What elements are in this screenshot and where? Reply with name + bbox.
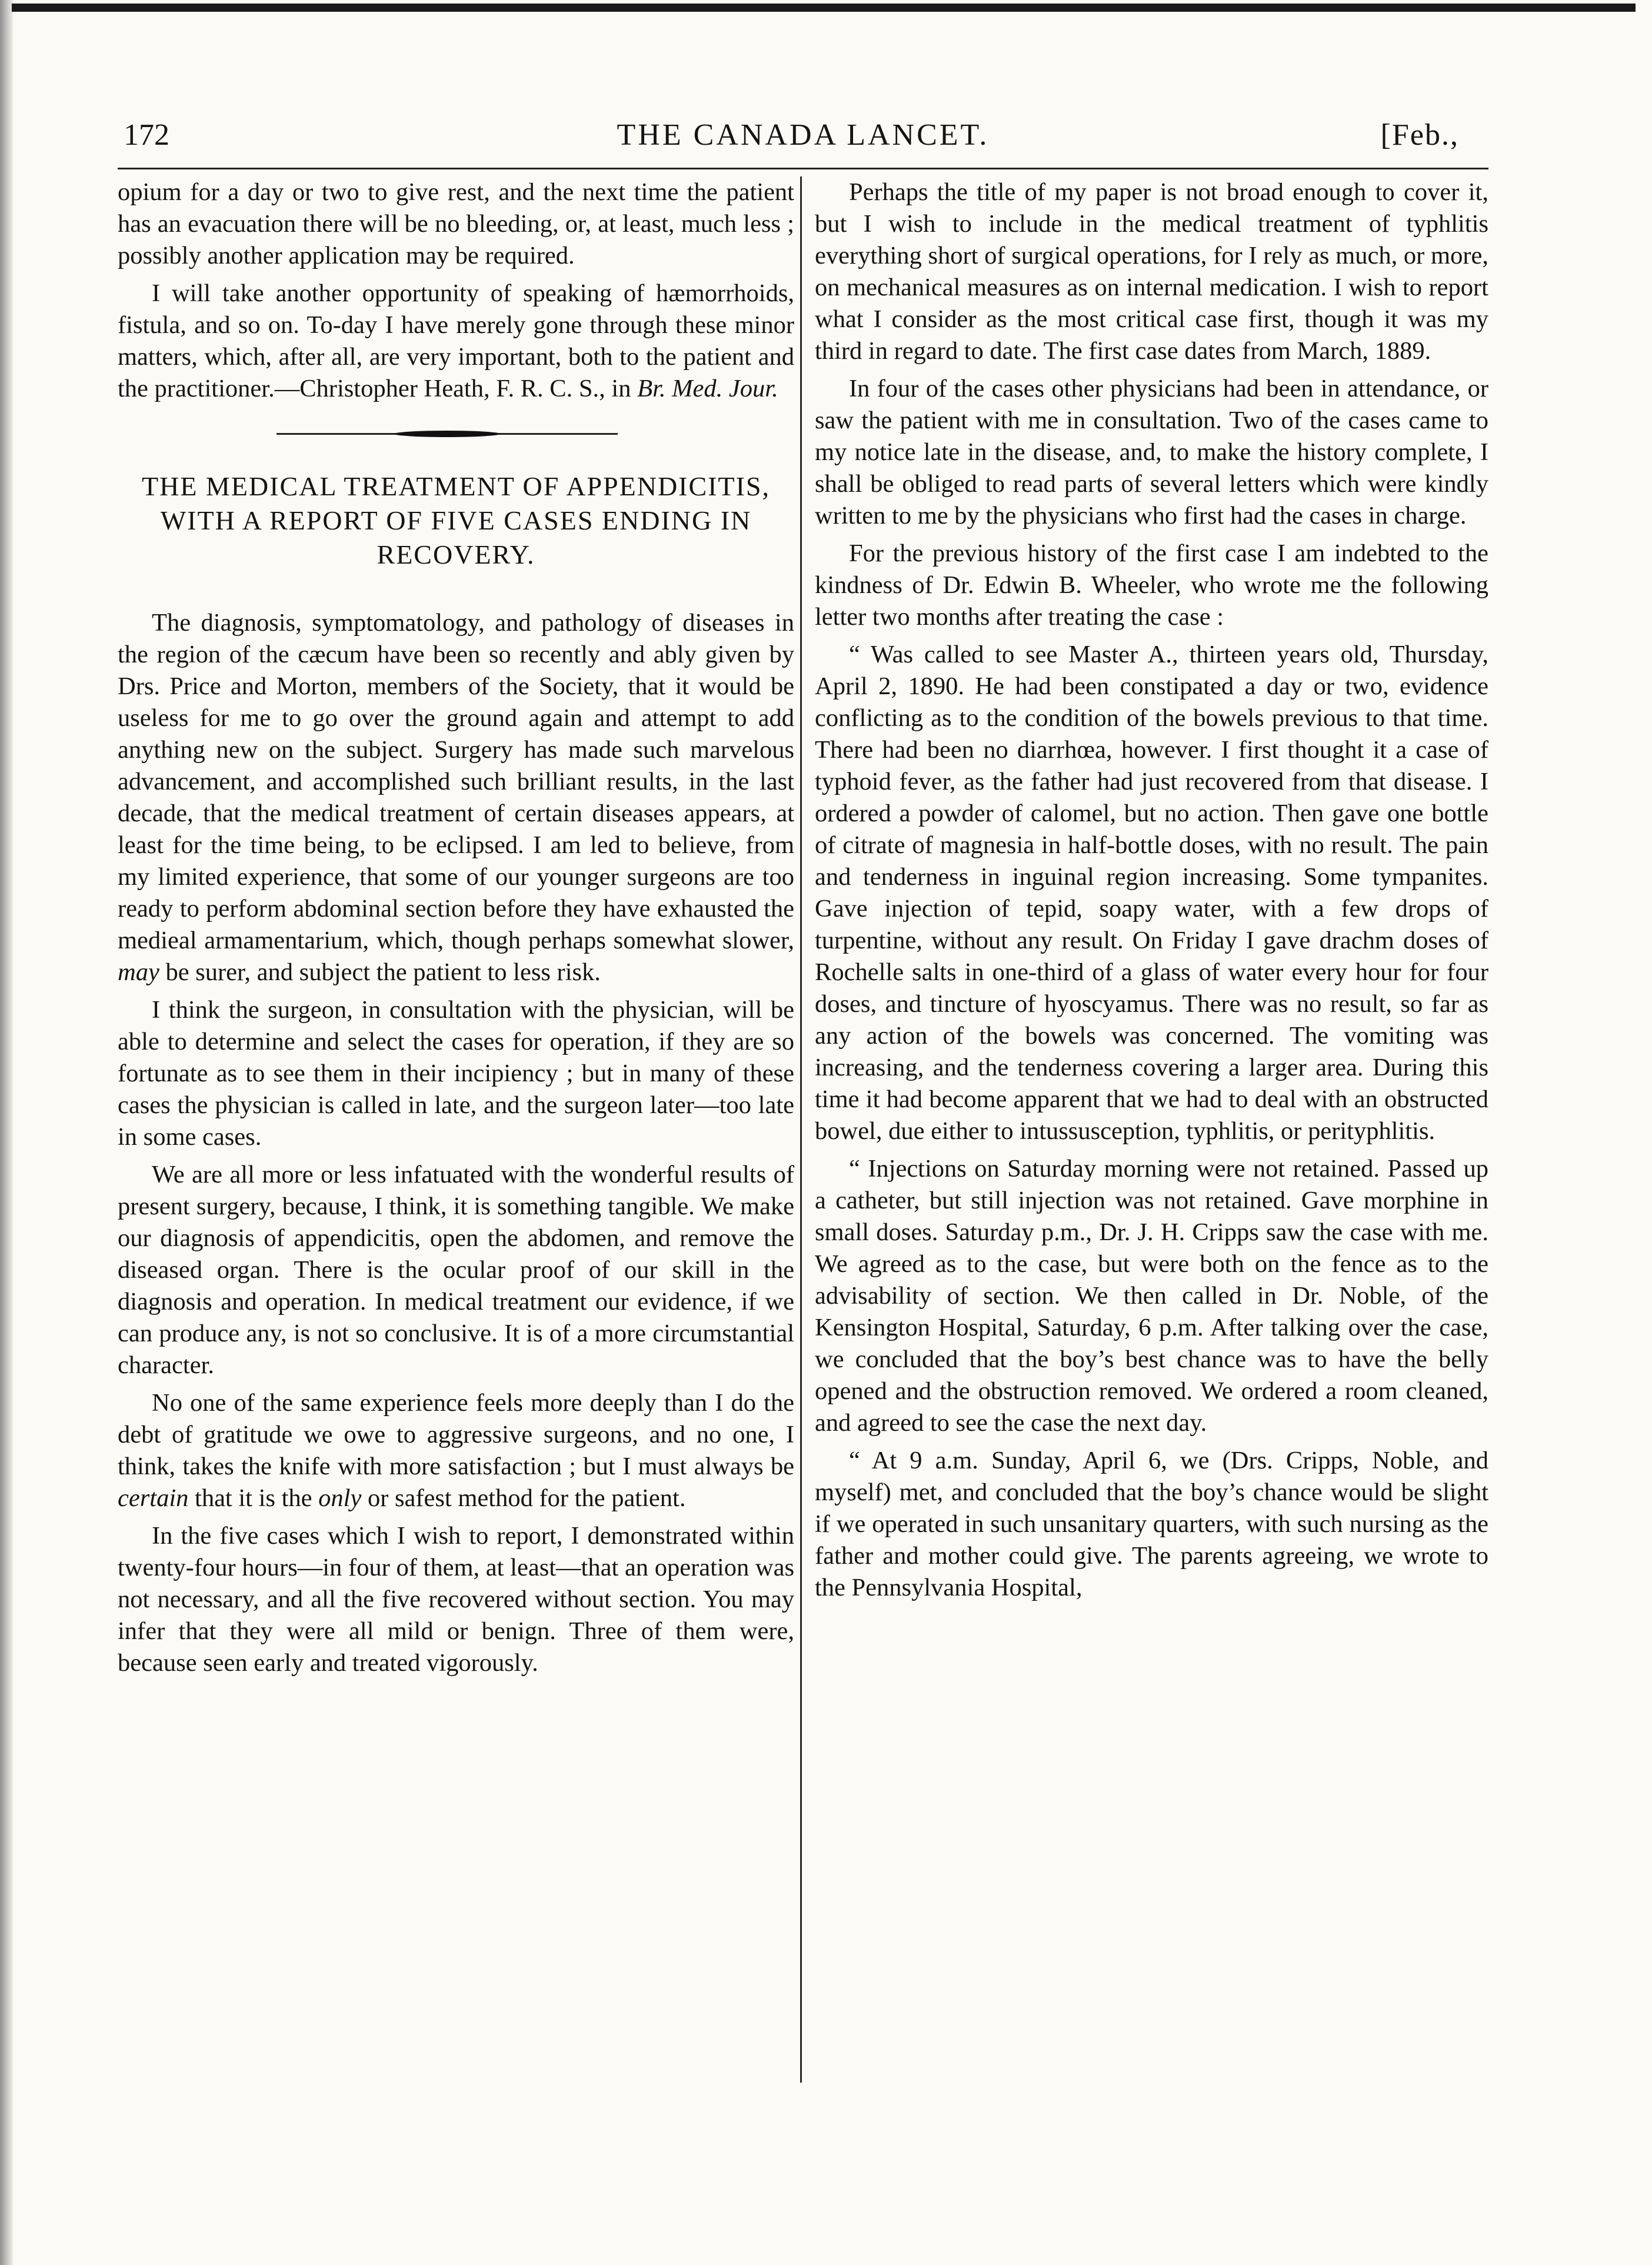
top-border-rule: [12, 4, 1636, 12]
journal-title: THE CANADA LANCET.: [617, 118, 990, 152]
paragraph: In four of the cases other physicians had been in attendance, or saw the patient with me in consultation. Two of the cases came to my notice late in the disease, and, to make the history complete, I shall be obliged to read parts of several letters which were kindly written to me by the physicians who first had the cases in charge.: [815, 375, 1488, 529]
page-number: 172: [124, 118, 169, 152]
issue-month: [Feb.,: [1380, 118, 1459, 152]
running-header: [118, 118, 1488, 159]
page-edge-shadow: [0, 0, 13, 2265]
divider-ornament: [394, 431, 500, 437]
paragraph: I think the surgeon, in consultation with the physician, will be able to determine and select the cases for operation, if they are so fortunate as to see them in their incipiency ; but in many of these cases the physician is called in late, and the surgeon later—too late in some cases.: [118, 996, 794, 1151]
paragraph: Perhaps the title of my paper is not broad enough to cover it, but I wish to include in the medical treatment of typhlitis everything short of surgical operations, for I rely as much, or more, on mechanical measures as on internal medication. I wish to report what I consider as the most critical case first, though it was my third in regard to date. The first case dates from March, 1889.: [815, 178, 1488, 365]
paragraph-text: that it is the: [195, 1484, 312, 1512]
right-column: [815, 176, 1488, 1610]
quoted-paragraph: “ At 9 a.m. Sunday, April 6, we (Drs. Cripps, Noble, and myself) met, and concluded that the boy’s chance would be slight if we operated in such unsanitary quarters, with such nursing as the father and mother could give. The parents agreeing, we wrote to the Pennsylvania Hospital,: [815, 1447, 1488, 1601]
article-title: THE MEDICAL TREATMENT OF APPENDICITIS, WITH A REPORT OF FIVE CASES ENDING IN RECOVERY.: [141, 471, 770, 569]
paragraph-text: be surer, and subject the patient to less risk.: [165, 958, 601, 986]
quoted-paragraph: “ Injections on Saturday morning were not retained. Passed up a catheter, but still injection was not retained. Gave morphine in small doses. Saturday p.m., Dr. J. H. Cripps saw the case with me. We agreed as to the case, but were both on the fence as to the advisability of section. We then called in Dr. Noble, of the Kensington Hospital, Saturday, 6 p.m. After talking over the case, we concluded that the boy’s best chance was to have the belly opened and the obstruction removed. We ordered a room cleaned, and agreed to see the case the next day.: [815, 1155, 1488, 1437]
emphasis: may: [118, 958, 159, 986]
paragraph-text: I will take another opportunity of speaking of hæmorrhoids, fistula, and so on. To-day I have merely gone through these minor matters, which, after all, are very important, both to the patient and the practitioner.—Christopher Heath, F. R. C. S., in: [118, 279, 794, 402]
quoted-paragraph: “ Was called to see Master A., thirteen years old, Thursday, April 2, 1890. He had been constipated a day or two, evidence conflicting as to the condition of the bowels previous to that time. There had been no diarrhœa, however. I first thought it a case of typhoid fever, as the father had just recovered from that disease. I ordered a powder of calomel, but no action. Then gave one bottle of citrate of magnesia in half-bottle doses, with no result. The pain and tenderness in inguinal region increasing. Some tympanites. Gave injection of tepid, soapy water, with a few drops of turpentine, without any result. On Friday I gave drachm doses of Rochelle salts in one-third of a glass of water every hour for four doses, and tincture of hyoscyamus. There was no result, so far as any action of the bowels was concerned. The vomiting was increasing, and the tenderness covering a larger area. During this time it had become apparent that we had to deal with an obstructed bowel, due either to intussusception, typhlitis, or perityphlitis.: [815, 641, 1488, 1145]
source-citation: Br. Med. Jour.: [637, 375, 778, 402]
paragraph: opium for a day or two to give rest, and the next time the patient has an evacuation there will be no bleeding, or, at least, much less ; possibly another application may be required.: [118, 178, 794, 269]
emphasis: only: [318, 1484, 362, 1512]
paragraph: For the previous history of the first case I am indebted to the kindness of Dr. Edwin B. Wheeler, who wrote me the following letter two months after treating the case :: [815, 539, 1488, 631]
column-divider: [800, 176, 802, 2083]
left-column: [118, 176, 794, 1685]
paragraph: [118, 607, 794, 988]
emphasis: certain: [118, 1484, 189, 1512]
section-divider: [118, 417, 794, 452]
paragraph-text: No one of the same experience feels more deeply than I do the debt of gratitude we owe to aggressive surgeons, and no one, I think, takes the knife with more satisfaction ; but I must always be: [118, 1389, 794, 1480]
paragraph-text: or safest method for the patient.: [367, 1484, 686, 1512]
paragraph: [118, 1387, 794, 1514]
paragraph: In the five cases which I wish to report, I demonstrated within twenty-four hours—in four of them, at least—that an operation was not necessary, and all the five recovered without section. You may infer that they were all mild or benign. Three of them were, because seen early and treated vigorously.: [118, 1522, 794, 1677]
header-rule: [118, 168, 1488, 169]
paragraph: [118, 278, 794, 405]
paragraph-text: The diagnosis, symptomatology, and pathology of diseases in the region of the cæcum have been so recently and ably given by Drs. Price and Morton, members of the Society, that it would be useless for me to go over the ground again and attempt to add anything new on the subject. Surgery has made such marvelous advancement, and accomplished such brilliant results, in the last decade, that the medical treatment of certain diseases appears, at least for the time being, to be eclipsed. I am led to believe, from my limited experience, that some of our younger surgeons are too ready to perform abdominal section before they have exhausted the medieal armamentarium, which, though perhaps somewhat slower,: [118, 609, 794, 954]
paragraph: We are all more or less infatuated with the wonderful results of present surgery, because, I think, it is something tangible. We make our diagnosis of appendicitis, open the abdomen, and remove the diseased organ. There is the ocular proof of our skill in the diagnosis and operation. In medical treatment our evidence, if we can produce any, is not so conclusive. It is of a more circumstantial character.: [118, 1161, 794, 1379]
